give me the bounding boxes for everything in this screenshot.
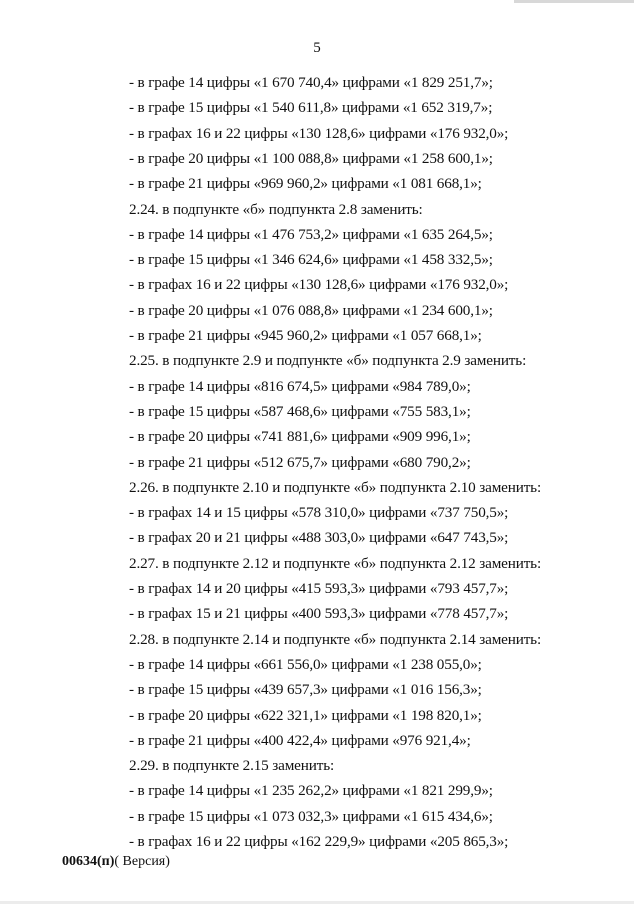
amendment-line: - в графе 20 цифры «1 076 088,8» цифрами «1 234 600,1»; [129, 301, 493, 319]
amendment-line: - в графе 21 цифры «400 422,4» цифрами «976 921,4»; [129, 731, 471, 749]
amendment-line: - в графах 16 и 22 цифры «130 128,6» цифрами «176 932,0»; [129, 124, 509, 142]
amendment-line: - в графе 21 цифры «969 960,2» цифрами «1 081 668,1»; [129, 175, 482, 193]
amendment-line: - в графе 15 цифры «439 657,3» цифрами «1 016 156,3»; [129, 681, 482, 699]
amendment-line: - в графе 14 цифры «816 674,5» цифрами «984 789,0»; [129, 377, 471, 395]
amendment-line: - в графе 20 цифры «741 881,6» цифрами «909 996,1»; [129, 428, 471, 446]
section-heading: 2.27. в подпункте 2.12 и подпункте «б» подпункта 2.12 заменить: [129, 554, 542, 572]
amendment-line: - в графах 20 и 21 цифры «488 303,0» цифрами «647 743,5»; [129, 529, 509, 547]
amendment-line: - в графе 15 цифры «1 346 624,6» цифрами «1 458 332,5»; [129, 251, 493, 269]
page-number: 5 [313, 40, 321, 56]
amendment-line: - в графе 21 цифры «512 675,7» цифрами «680 790,2»; [129, 453, 471, 471]
document-footer [62, 853, 170, 871]
amendment-line: - в графе 20 цифры «1 100 088,8» цифрами «1 258 600,1»; [129, 149, 493, 167]
document-version: ( Версия) [114, 854, 170, 869]
amendment-line: - в графе 14 цифры «1 235 262,2» цифрами «1 821 299,9»; [129, 782, 493, 800]
section-heading: 2.25. в подпункте 2.9 и подпункте «б» подпункта 2.9 заменить: [129, 352, 527, 370]
amendment-line: - в графе 14 цифры «1 670 740,4» цифрами «1 829 251,7»; [129, 74, 493, 91]
amendment-line: - в графе 20 цифры «622 321,1» цифрами «1 198 820,1»; [129, 706, 482, 724]
section-heading: 2.24. в подпункте «б» подпункта 2.8 заменить: [129, 200, 423, 218]
amendment-line: - в графах 16 и 22 цифры «162 229,9» цифрами «205 865,3»; [129, 833, 509, 850]
section-heading: 2.26. в подпункте 2.10 и подпункте «б» подпункта 2.10 заменить: [129, 478, 542, 496]
document-code: 00634(п) [62, 854, 115, 869]
amendment-line: - в графе 15 цифры «587 468,6» цифрами «755 583,1»; [129, 402, 471, 420]
amendment-line: - в графе 14 цифры «1 476 753,2» цифрами «1 635 264,5»; [129, 225, 493, 243]
amendment-line: - в графе 21 цифры «945 960,2» цифрами «1 057 668,1»; [129, 327, 482, 344]
amendment-line: - в графах 15 и 21 цифры «400 593,3» цифрами «778 457,7»; [129, 605, 509, 623]
amendment-line: - в графе 15 цифры «1 073 032,3» цифрами «1 615 434,6»; [129, 807, 493, 825]
section-heading: 2.29. в подпункте 2.15 заменить: [129, 757, 335, 775]
amendment-line: - в графах 14 и 20 цифры «415 593,3» цифрами «793 457,7»; [129, 580, 509, 597]
amendment-line: - в графах 16 и 22 цифры «130 128,6» цифрами «176 932,0»; [129, 276, 509, 294]
amendment-line: - в графе 14 цифры «661 556,0» цифрами «1 238 055,0»; [129, 655, 482, 673]
amendment-line: - в графах 14 и 15 цифры «578 310,0» цифрами «737 750,5»; [129, 504, 509, 522]
scan-edge-mark [514, 0, 634, 3]
amendment-line: - в графе 15 цифры «1 540 611,8» цифрами «1 652 319,7»; [129, 99, 493, 117]
section-heading: 2.28. в подпункте 2.14 и подпункте «б» подпункта 2.14 заменить: [129, 630, 542, 648]
